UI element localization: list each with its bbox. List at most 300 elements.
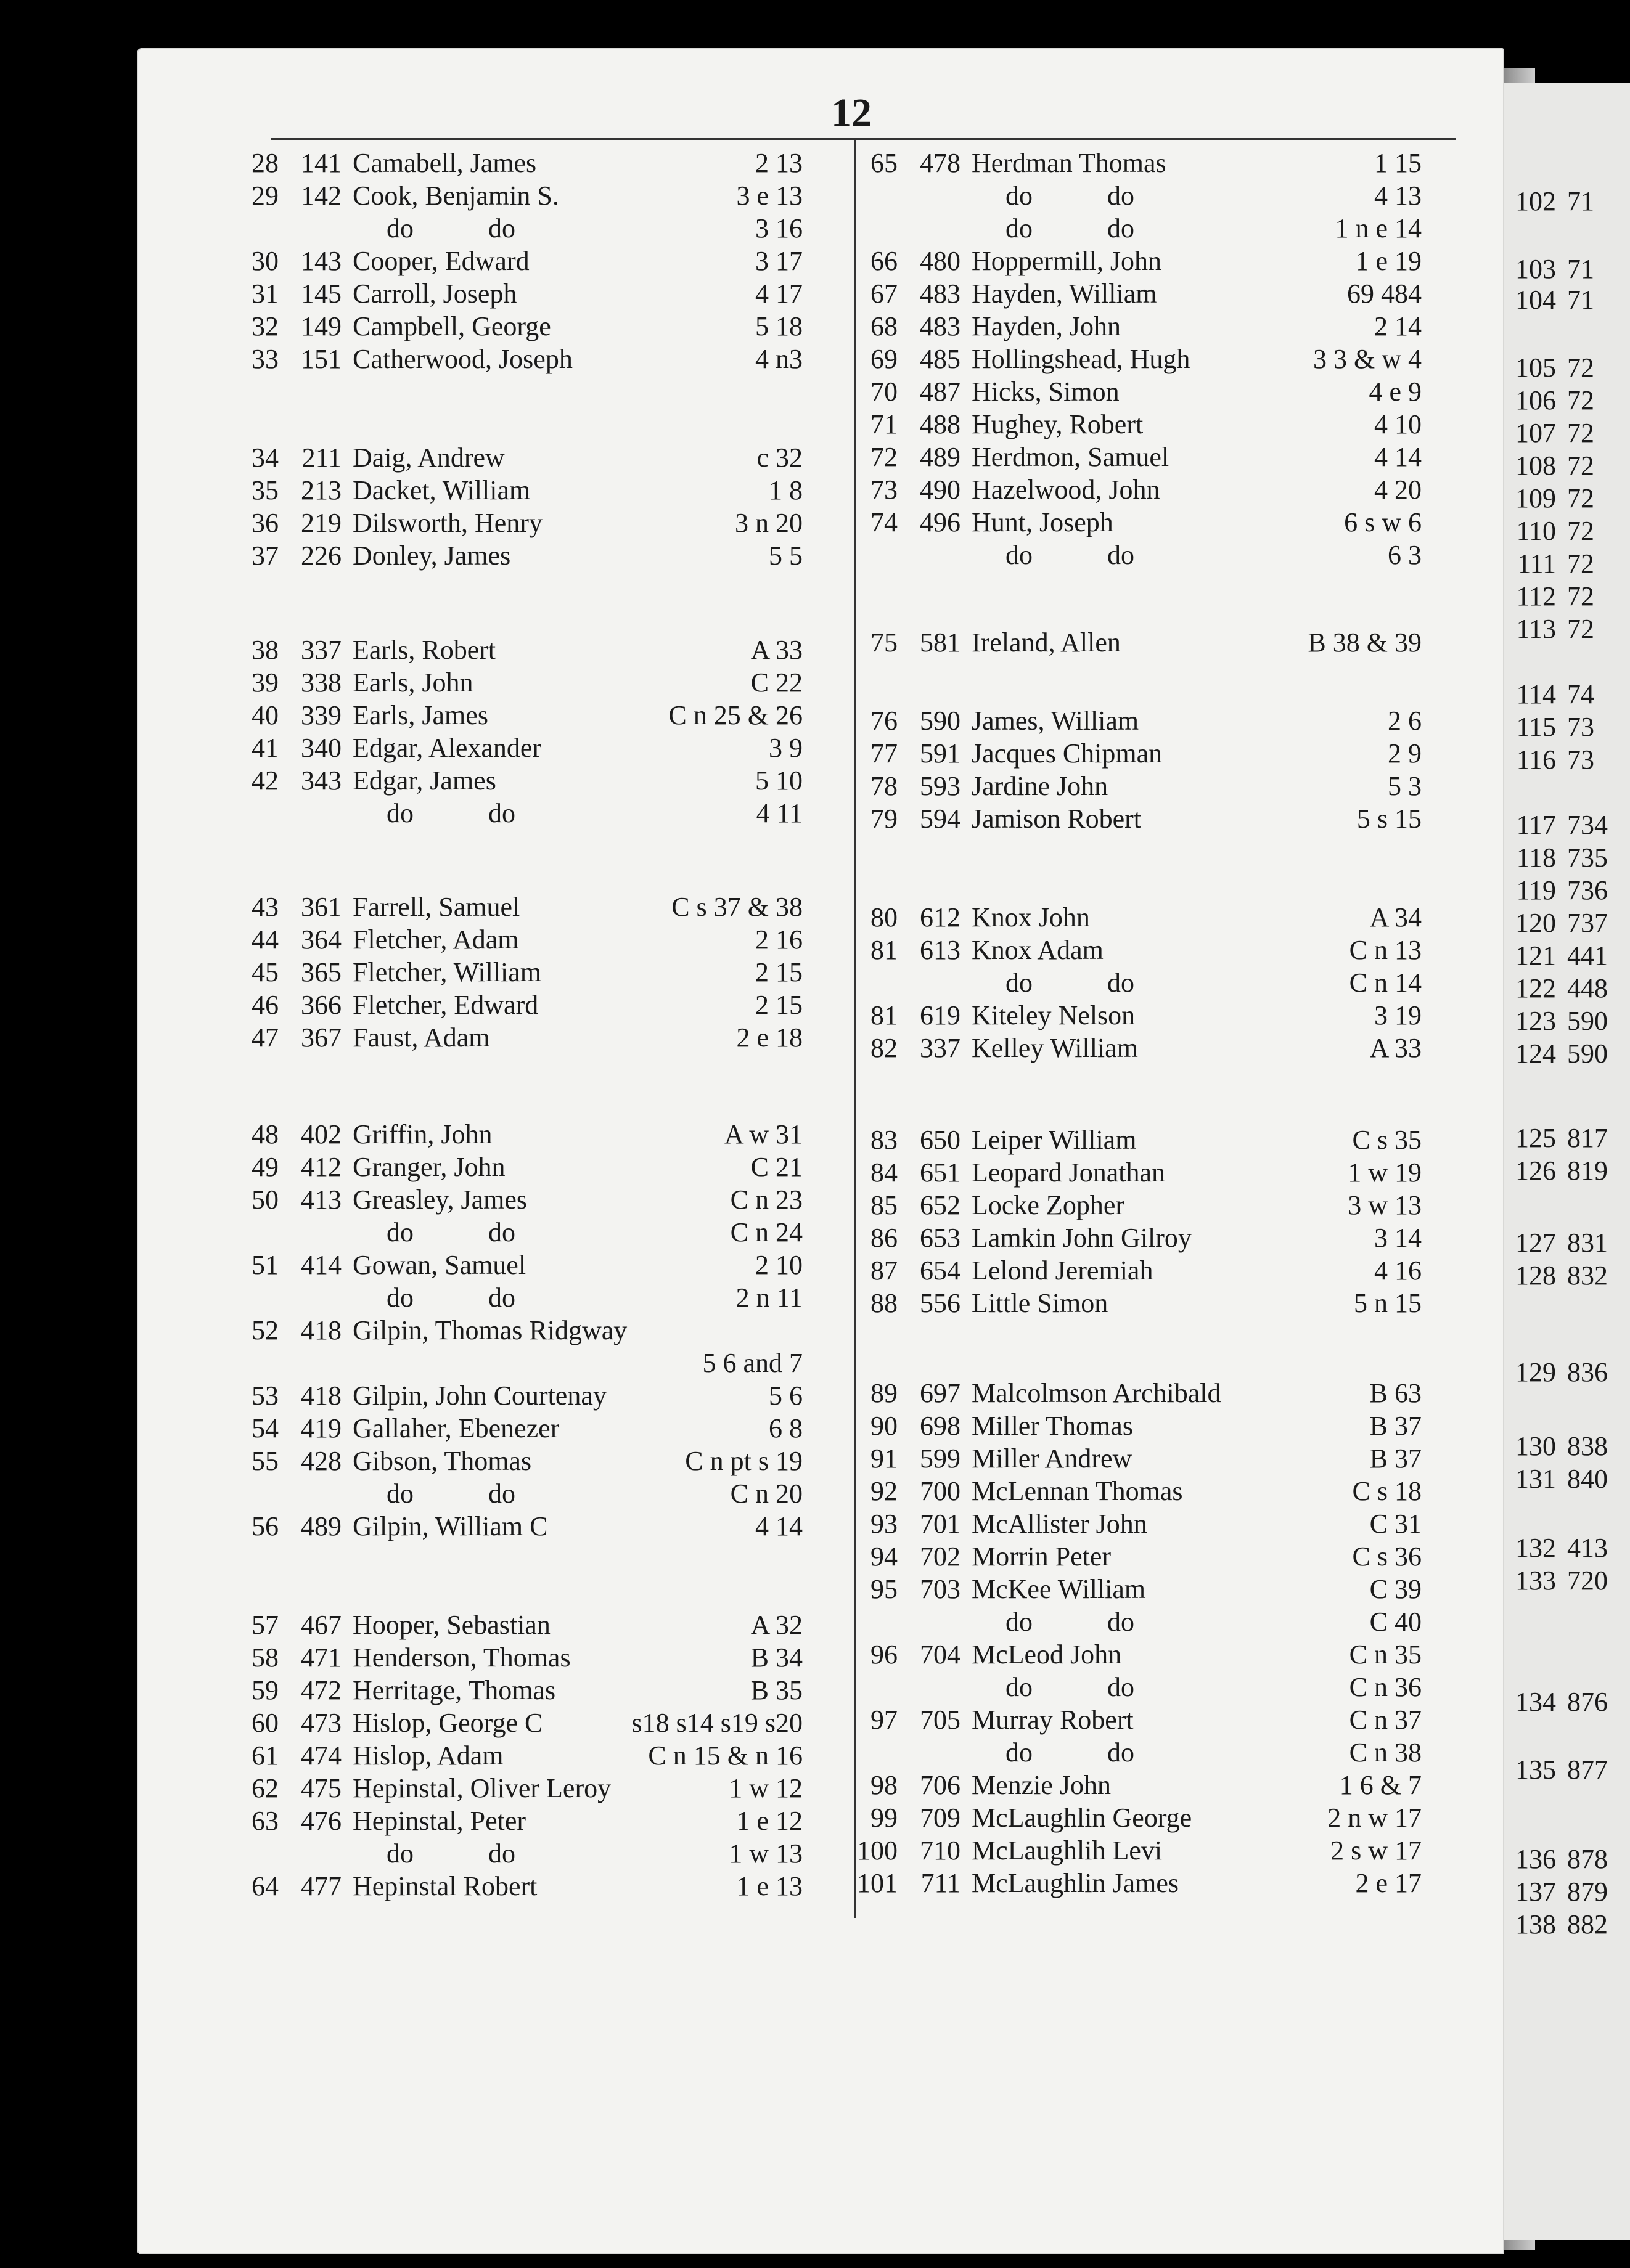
location: 1 e 19: [1355, 246, 1422, 276]
record-number: 365: [301, 957, 342, 987]
owner-name: Kiteley Nelson: [972, 1000, 1136, 1030]
lot-number: 93: [870, 1509, 898, 1539]
location: 2 15: [755, 957, 803, 987]
record-number: 698: [920, 1411, 960, 1441]
lot-number: 55: [252, 1446, 279, 1476]
lot-number: 59: [252, 1675, 279, 1705]
list-item: [229, 732, 821, 764]
location: C n 20: [730, 1479, 803, 1509]
location: 3 14: [1374, 1223, 1422, 1253]
strip-item: [1503, 743, 1630, 776]
strip-record-number: 737: [1567, 908, 1608, 938]
lot-number: 95: [870, 1574, 898, 1604]
list-item: [229, 539, 821, 572]
record-number: 697: [920, 1378, 960, 1408]
lot-number: 73: [870, 475, 898, 505]
list-item: [229, 245, 821, 277]
owner-name: Hepinstal Robert: [353, 1871, 538, 1901]
strip-item: [1503, 907, 1630, 939]
strip-lot-number: 133: [1515, 1565, 1556, 1596]
strip-lot-number: 102: [1515, 186, 1556, 216]
location: B 35: [750, 1675, 803, 1705]
owner-name: do do: [387, 213, 515, 243]
strip-item: [1503, 351, 1630, 384]
list-item: [229, 1021, 821, 1054]
location: 5 18: [755, 311, 803, 341]
owner-name: do do: [1005, 1672, 1134, 1702]
strip-record-number: 879: [1567, 1877, 1608, 1907]
lot-number: 50: [252, 1185, 279, 1215]
list-item: [229, 147, 821, 179]
strip-lot-number: 118: [1516, 842, 1556, 873]
lot-number: 89: [870, 1378, 898, 1408]
strip-lot-number: 119: [1516, 875, 1556, 905]
record-number: 489: [920, 442, 960, 472]
strip-record-number: 590: [1567, 1038, 1608, 1069]
strip-lot-number: 106: [1515, 385, 1556, 415]
lot-number: 60: [252, 1708, 279, 1738]
list-item: [229, 1510, 821, 1543]
strip-lot-number: 115: [1516, 712, 1556, 742]
list-item: [229, 343, 821, 375]
strip-record-number: 882: [1567, 1909, 1608, 1940]
owner-name: Hicks, Simon: [972, 377, 1120, 407]
strip-record-number: 72: [1567, 451, 1594, 481]
strip-record-number: 448: [1567, 973, 1608, 1003]
location: c 32: [756, 443, 803, 473]
location: C s 18: [1352, 1476, 1422, 1506]
location: A 33: [1369, 1033, 1422, 1063]
record-number: 413: [301, 1185, 342, 1215]
lot-number: 87: [870, 1255, 898, 1286]
owner-name: Donley, James: [353, 540, 511, 571]
lot-number: 68: [870, 311, 898, 341]
list-item: [848, 1222, 1440, 1254]
list-item: [848, 704, 1440, 737]
owner-name: Earls, John: [353, 667, 473, 698]
record-number: 591: [920, 738, 960, 769]
owner-name: Hayden, John: [972, 311, 1121, 341]
record-number: 211: [301, 443, 342, 473]
strip-lot-number: 130: [1515, 1431, 1556, 1461]
location: 2 6: [1388, 706, 1422, 736]
record-number: 480: [920, 246, 960, 276]
location: 2 9: [1388, 738, 1422, 769]
list-item: [848, 1124, 1440, 1156]
strip-item: [1503, 1462, 1630, 1495]
record-number: 496: [920, 507, 960, 537]
location: 1 n e 14: [1335, 213, 1422, 243]
list-item: [848, 245, 1440, 277]
list-item: [229, 277, 821, 310]
list-item: [848, 1605, 1440, 1638]
list-item: [848, 1801, 1440, 1834]
list-item: [229, 923, 821, 956]
lot-number: 100: [857, 1835, 898, 1866]
location: C n 37: [1349, 1705, 1422, 1735]
owner-name: Murray Robert: [972, 1705, 1134, 1735]
strip-item: [1503, 1005, 1630, 1037]
location: 6 8: [769, 1413, 803, 1443]
lot-number: 37: [252, 540, 279, 571]
strip-record-number: 876: [1567, 1687, 1608, 1717]
owner-name: Leopard Jonathan: [972, 1157, 1165, 1188]
lot-number: 52: [252, 1315, 279, 1345]
list-item: [848, 375, 1440, 408]
location: C n 35: [1349, 1639, 1422, 1670]
list-item: [848, 506, 1440, 539]
owner-name: Campbell, George: [353, 311, 551, 341]
strip-item: [1503, 711, 1630, 743]
record-number: 653: [920, 1223, 960, 1253]
list-item: [848, 626, 1440, 659]
strip-item: [1503, 1753, 1630, 1786]
header-rule: [271, 138, 1456, 140]
record-number: 142: [301, 181, 342, 211]
lot-number: 83: [870, 1125, 898, 1155]
list-item: [229, 1477, 821, 1510]
lot-number: 47: [252, 1022, 279, 1053]
list-item: [848, 1540, 1440, 1573]
location: 5 6: [769, 1381, 803, 1411]
strip-item: [1503, 1259, 1630, 1292]
record-number: 706: [920, 1770, 960, 1800]
owner-name: Catherwood, Joseph: [353, 344, 573, 374]
record-number: 414: [301, 1250, 342, 1280]
strip-lot-number: 136: [1515, 1844, 1556, 1874]
strip-record-number: 877: [1567, 1755, 1608, 1785]
list-item: [848, 1156, 1440, 1189]
owner-name: Griffin, John: [353, 1119, 493, 1149]
lot-number: 67: [870, 279, 898, 309]
strip-item: [1503, 417, 1630, 449]
strip-record-number: 71: [1567, 254, 1594, 284]
strip-item: [1503, 482, 1630, 515]
list-item: [848, 473, 1440, 506]
owner-name: Cook, Benjamin S.: [353, 181, 559, 211]
strip-record-number: 72: [1567, 483, 1594, 513]
lot-number: 65: [870, 148, 898, 178]
location: C 21: [750, 1152, 803, 1182]
record-number: 402: [301, 1119, 342, 1149]
list-item: [229, 1870, 821, 1903]
strip-item: [1503, 1564, 1630, 1597]
record-number: 151: [301, 344, 342, 374]
owner-name: Hazelwood, John: [972, 475, 1160, 505]
owner-name: Gilpin, Thomas Ridgway: [353, 1315, 628, 1345]
owner-name: Earls, Robert: [353, 635, 496, 665]
strip-item: [1503, 939, 1630, 972]
location: 4 e 9: [1369, 377, 1422, 407]
lot-number: 84: [870, 1157, 898, 1188]
record-number: 711: [920, 1868, 960, 1898]
strip-lot-number: 117: [1516, 810, 1556, 840]
strip-lot-number: 134: [1515, 1687, 1556, 1717]
location: 4 14: [755, 1511, 803, 1541]
strip-record-number: 840: [1567, 1464, 1608, 1494]
location: A 33: [750, 635, 803, 665]
lot-number: 31: [252, 279, 279, 309]
strip-record-number: 590: [1567, 1006, 1608, 1036]
location: 2 16: [755, 924, 803, 955]
list-item: [848, 441, 1440, 473]
lot-number: 41: [252, 733, 279, 763]
list-item: [848, 343, 1440, 375]
owner-name: Miller Thomas: [972, 1411, 1133, 1441]
strip-record-number: 831: [1567, 1228, 1608, 1258]
strip-record-number: 72: [1567, 581, 1594, 611]
location: 1 e 12: [736, 1806, 803, 1836]
strip-item: [1503, 972, 1630, 1005]
strip-record-number: 878: [1567, 1844, 1608, 1874]
strip-record-number: 71: [1567, 285, 1594, 315]
owner-name: Granger, John: [353, 1152, 506, 1182]
lot-number: 54: [252, 1413, 279, 1443]
location: 1 w 12: [729, 1773, 803, 1803]
owner-name: Gilpin, John Courtenay: [353, 1381, 607, 1411]
location: 4 20: [1374, 475, 1422, 505]
record-number: 487: [920, 377, 960, 407]
strip-lot-number: 113: [1516, 614, 1556, 644]
strip-lot-number: 127: [1515, 1228, 1556, 1258]
strip-lot-number: 121: [1515, 940, 1556, 971]
lot-number: 57: [252, 1610, 279, 1640]
owner-name: Ireland, Allen: [972, 627, 1121, 658]
list-item: [229, 797, 821, 830]
list-item: [848, 277, 1440, 310]
record-number: 213: [301, 475, 342, 505]
lot-number: 40: [252, 700, 279, 730]
location: C n 38: [1349, 1737, 1422, 1768]
record-number: 613: [920, 935, 960, 965]
record-number: 709: [920, 1803, 960, 1833]
location: 4 10: [1374, 409, 1422, 439]
strip-item: [1503, 809, 1630, 841]
lot-number: 51: [252, 1250, 279, 1280]
strip-item: [1503, 185, 1630, 218]
owner-name: McAllister John: [972, 1509, 1147, 1539]
record-number: 364: [301, 924, 342, 955]
record-number: 472: [301, 1675, 342, 1705]
location: 1 8: [769, 475, 803, 505]
strip-lot-number: 103: [1515, 254, 1556, 284]
lot-number: 94: [870, 1541, 898, 1572]
list-item: [848, 966, 1440, 999]
strip-record-number: 72: [1567, 516, 1594, 546]
location: C n 15 & n 16: [648, 1740, 803, 1771]
location: C n 36: [1349, 1672, 1422, 1702]
list-item: [229, 1347, 821, 1379]
record-number: 418: [301, 1381, 342, 1411]
lot-number: 91: [870, 1443, 898, 1474]
record-number: 593: [920, 771, 960, 801]
list-item: [229, 1641, 821, 1674]
location: 1 6 & 7: [1339, 1770, 1422, 1800]
strip-record-number: 72: [1567, 353, 1594, 383]
record-number: 338: [301, 667, 342, 698]
list-item: [848, 1475, 1440, 1507]
record-number: 594: [920, 804, 960, 834]
location: B 63: [1369, 1378, 1422, 1408]
lot-number: 78: [870, 771, 898, 801]
owner-name: James, William: [972, 706, 1139, 736]
list-item: [848, 1736, 1440, 1769]
owner-name: Jacques Chipman: [972, 738, 1163, 769]
location: C n 24: [730, 1217, 803, 1247]
owner-name: Gallaher, Ebenezer: [353, 1413, 560, 1443]
strip-record-number: 838: [1567, 1431, 1608, 1461]
owner-name: Gibson, Thomas: [353, 1446, 532, 1476]
location: 2 n 11: [735, 1283, 803, 1313]
location: s18 s14 s19 s20: [631, 1708, 803, 1738]
owner-name: Kelley William: [972, 1033, 1138, 1063]
owner-name: do do: [1005, 968, 1134, 998]
owner-name: Lelond Jeremiah: [972, 1255, 1153, 1286]
record-number: 700: [920, 1476, 960, 1506]
record-number: 703: [920, 1574, 960, 1604]
list-item: [229, 212, 821, 245]
owner-name: Dacket, William: [353, 475, 531, 505]
list-item: [848, 408, 1440, 441]
location: 2 13: [755, 148, 803, 178]
owner-name: McKee William: [972, 1574, 1146, 1604]
list-item: [848, 999, 1440, 1032]
list-item: [229, 1118, 821, 1151]
lot-number: 80: [870, 902, 898, 932]
strip-item: [1503, 1122, 1630, 1154]
strip-item: [1503, 1875, 1630, 1908]
location: B 37: [1369, 1411, 1422, 1441]
list-item: [229, 1445, 821, 1477]
lot-number: 39: [252, 667, 279, 698]
location: 2 14: [1374, 311, 1422, 341]
lot-number: 74: [870, 507, 898, 537]
list-item: [229, 1249, 821, 1281]
lot-number: 88: [870, 1288, 898, 1318]
strip-lot-number: 107: [1515, 418, 1556, 448]
list-item: [848, 934, 1440, 966]
list-item: [229, 1151, 821, 1183]
strip-record-number: 73: [1567, 712, 1594, 742]
location: 1 w 13: [729, 1838, 803, 1869]
strip-record-number: 836: [1567, 1357, 1608, 1387]
strip-lot-number: 108: [1515, 451, 1556, 481]
record-number: 702: [920, 1541, 960, 1572]
lot-number: 58: [252, 1642, 279, 1673]
owner-name: do do: [387, 798, 515, 828]
lot-number: 49: [252, 1152, 279, 1182]
location: 5 s 15: [1356, 804, 1422, 834]
list-item: [848, 770, 1440, 802]
owner-name: Lamkin John Gilroy: [972, 1223, 1192, 1253]
strip-lot-number: 137: [1515, 1877, 1556, 1907]
list-item: [848, 310, 1440, 343]
record-number: 556: [920, 1288, 960, 1318]
location: 2 10: [755, 1250, 803, 1280]
location: 4 11: [756, 798, 803, 828]
strip-item: [1503, 1532, 1630, 1564]
record-number: 361: [301, 892, 342, 922]
owner-name: Hollingshead, Hugh: [972, 344, 1190, 374]
list-item: [848, 1189, 1440, 1222]
owner-name: Herritage, Thomas: [353, 1675, 556, 1705]
owner-name: do do: [387, 1283, 515, 1313]
owner-name: Greasley, James: [353, 1185, 528, 1215]
strip-item: [1503, 515, 1630, 547]
location: 5 n 15: [1354, 1288, 1422, 1318]
strip-item: [1503, 1356, 1630, 1389]
record-number: 652: [920, 1190, 960, 1220]
lot-number: 69: [870, 344, 898, 374]
list-item: [229, 956, 821, 989]
strip-record-number: 735: [1567, 842, 1608, 873]
location: 3 n 20: [735, 508, 803, 538]
strip-lot-number: 138: [1515, 1909, 1556, 1940]
record-number: 488: [920, 409, 960, 439]
strip-record-number: 817: [1567, 1123, 1608, 1153]
owner-name: Herdmon, Samuel: [972, 442, 1169, 472]
owner-name: McLeod John: [972, 1639, 1122, 1670]
lot-number: 86: [870, 1223, 898, 1253]
location: C s 37 & 38: [671, 892, 803, 922]
owner-name: do do: [387, 1838, 515, 1869]
location: 4 14: [1374, 442, 1422, 472]
strip-item: [1503, 580, 1630, 613]
owner-name: Gowan, Samuel: [353, 1250, 526, 1280]
location: C n 13: [1349, 935, 1422, 965]
location: 5 5: [769, 540, 803, 571]
location: 2 e 18: [736, 1022, 803, 1053]
record-number: 219: [301, 508, 342, 538]
owner-name: Fletcher, Adam: [353, 924, 519, 955]
owner-name: do do: [1005, 1737, 1134, 1768]
record-number: 478: [920, 148, 960, 178]
record-number: 474: [301, 1740, 342, 1771]
record-number: 149: [301, 311, 342, 341]
record-number: 141: [301, 148, 342, 178]
strip-record-number: 441: [1567, 940, 1608, 971]
lot-number: 66: [870, 246, 898, 276]
owner-name: do do: [1005, 1607, 1134, 1637]
list-item: [229, 1707, 821, 1739]
list-item: [848, 1442, 1440, 1475]
record-number: 412: [301, 1152, 342, 1182]
record-number: 367: [301, 1022, 342, 1053]
next-page-strip: [1503, 83, 1630, 2240]
record-number: 704: [920, 1639, 960, 1670]
strip-item: [1503, 1037, 1630, 1070]
list-item: [848, 1032, 1440, 1064]
lot-number: 79: [870, 804, 898, 834]
owner-name: Edgar, James: [353, 765, 496, 796]
owner-name: Hislop, Adam: [353, 1740, 504, 1771]
list-item: [848, 1254, 1440, 1287]
strip-record-number: 734: [1567, 810, 1608, 840]
record-number: 619: [920, 1000, 960, 1030]
record-number: 705: [920, 1705, 960, 1735]
list-item: [848, 1671, 1440, 1703]
lot-number: 82: [870, 1033, 898, 1063]
owner-name: Herdman Thomas: [972, 148, 1166, 178]
record-number: 489: [301, 1511, 342, 1541]
list-item: [229, 1281, 821, 1314]
strip-lot-number: 122: [1515, 973, 1556, 1003]
lot-number: 77: [870, 738, 898, 769]
list-item: [229, 891, 821, 923]
owner-name: Faust, Adam: [353, 1022, 490, 1053]
strip-lot-number: 125: [1515, 1123, 1556, 1153]
strip-lot-number: 109: [1515, 483, 1556, 513]
